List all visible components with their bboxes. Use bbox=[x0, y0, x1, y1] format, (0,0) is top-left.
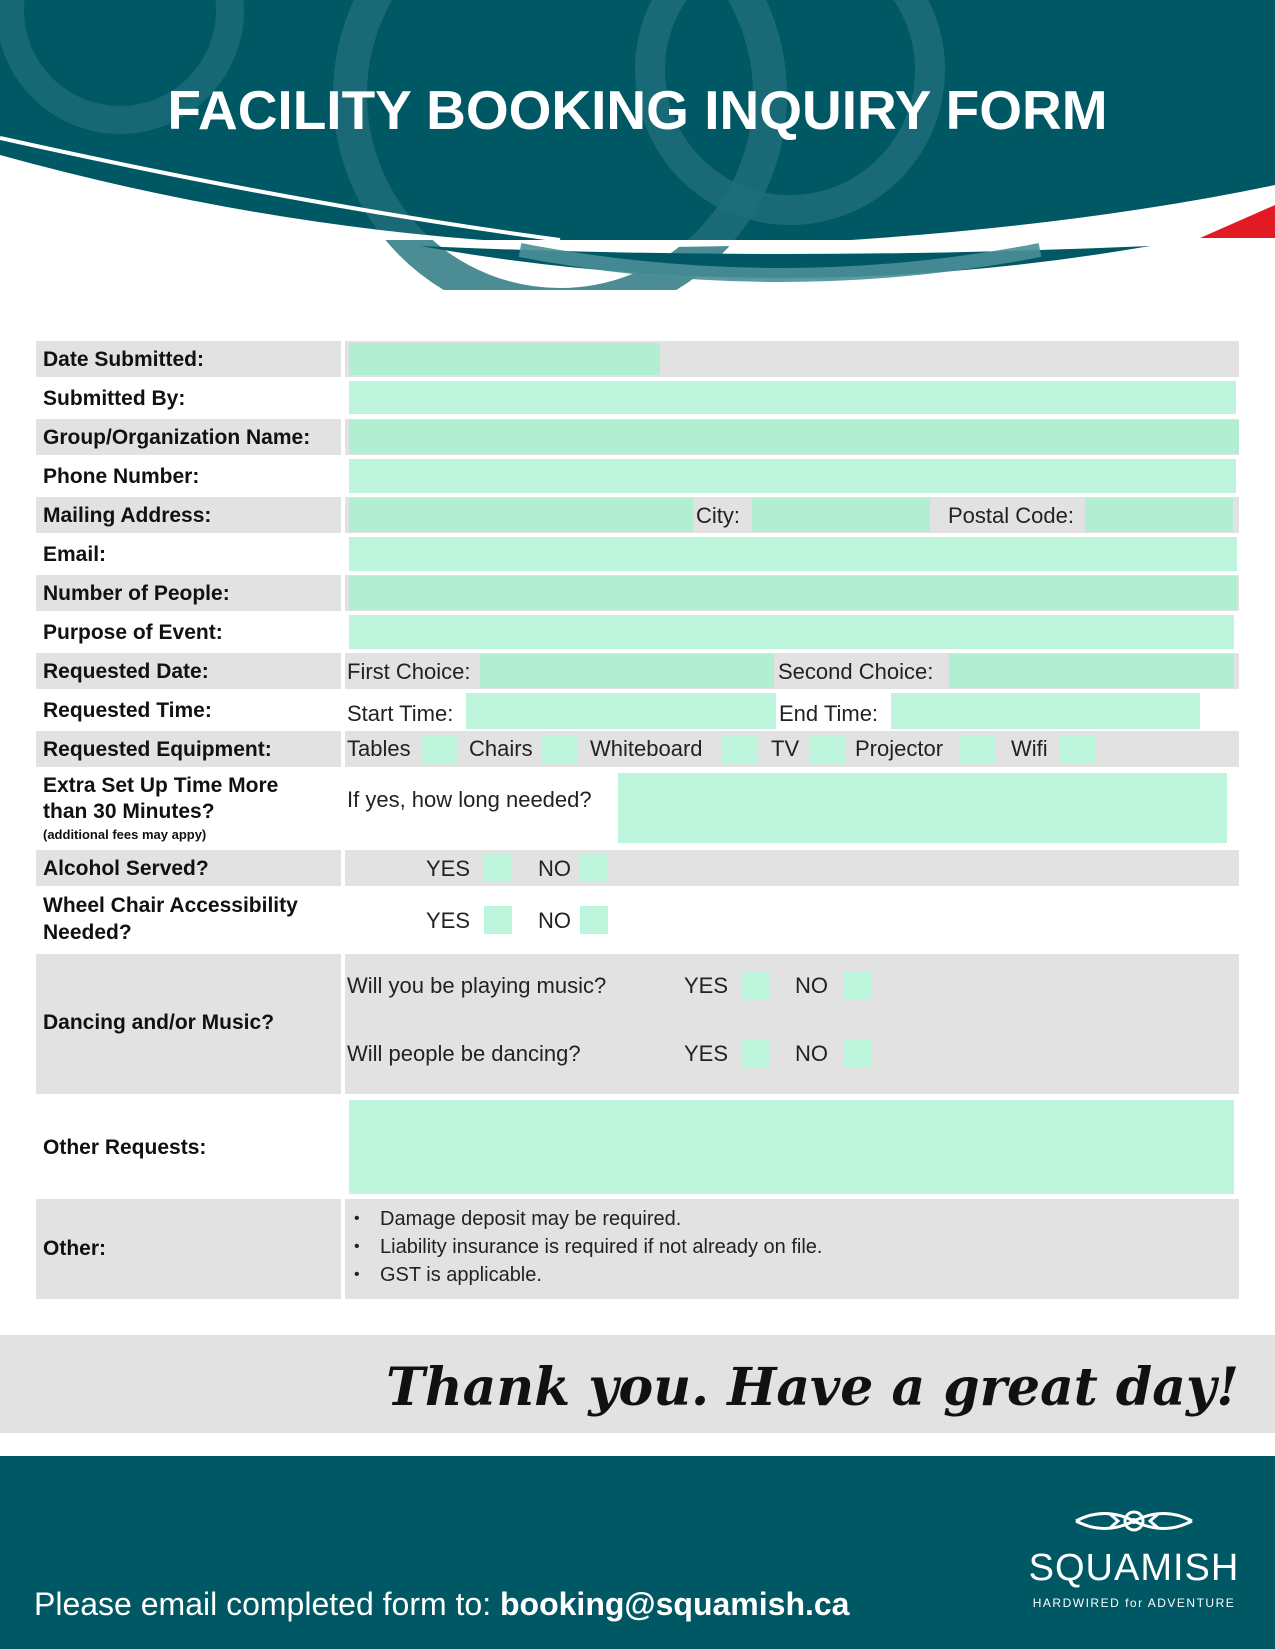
row-other-requests bbox=[36, 1098, 1239, 1196]
row-phone bbox=[36, 458, 1239, 494]
row-separator bbox=[341, 850, 345, 886]
row-submitted-by bbox=[36, 380, 1239, 416]
mailing-address-label: Mailing Address: bbox=[43, 504, 212, 527]
email-instruction bbox=[34, 1586, 849, 1623]
wheelchair-yes-checkbox[interactable] bbox=[484, 906, 512, 934]
note-item: • Liability insurance is required if not already on file. bbox=[346, 1233, 822, 1261]
row-alcohol bbox=[36, 850, 1239, 886]
row-requested-equipment bbox=[36, 731, 1239, 767]
dancing-question: Will people be dancing? bbox=[347, 1041, 581, 1066]
note-item: • Damage deposit may be required. bbox=[346, 1205, 822, 1233]
row-group-name bbox=[36, 419, 1239, 455]
wheelchair-yes-label: YES bbox=[426, 908, 471, 933]
row-purpose bbox=[36, 614, 1239, 650]
equipment-wifi-checkbox[interactable] bbox=[1060, 735, 1096, 763]
wheelchair-label-line1: Wheel Chair Accessibility bbox=[43, 894, 298, 917]
thank-you-message: Thank you. Have a great day! bbox=[386, 1357, 1239, 1418]
brand-name: SQUAMISH bbox=[1028, 1547, 1240, 1589]
notes-list bbox=[346, 1205, 822, 1289]
equipment-projector-label: Projector bbox=[855, 736, 944, 761]
row-wheelchair bbox=[36, 890, 1239, 950]
equipment-whiteboard-checkbox[interactable] bbox=[721, 735, 757, 763]
dancing-yes-checkbox[interactable] bbox=[742, 1040, 770, 1068]
submitted-by-field[interactable] bbox=[349, 381, 1236, 414]
email-prefix: Please email completed form to: bbox=[34, 1586, 492, 1622]
phone-label: Phone Number: bbox=[43, 465, 200, 488]
row-number-of-people bbox=[36, 575, 1239, 611]
requested-time-label: Requested Time: bbox=[43, 699, 212, 722]
requested-equipment-label: Requested Equipment: bbox=[43, 738, 272, 761]
alcohol-yes-label: YES bbox=[426, 856, 471, 881]
wheelchair-label-line2: Needed? bbox=[43, 921, 132, 944]
equipment-tv-checkbox[interactable] bbox=[809, 735, 845, 763]
row-separator bbox=[341, 954, 345, 1094]
row-separator bbox=[341, 497, 345, 533]
other-requests-field[interactable] bbox=[349, 1100, 1234, 1194]
equipment-tables-checkbox[interactable] bbox=[421, 735, 457, 763]
second-choice-label: Second Choice: bbox=[778, 659, 934, 684]
how-long-label: If yes, how long needed? bbox=[347, 787, 592, 812]
row-date-submitted bbox=[36, 341, 1239, 377]
wheelchair-no-checkbox[interactable] bbox=[580, 906, 608, 934]
purpose-field[interactable] bbox=[349, 615, 1234, 649]
wheelchair-no-label: NO bbox=[538, 908, 571, 933]
row-separator bbox=[341, 341, 345, 377]
how-long-field[interactable] bbox=[618, 773, 1227, 843]
equipment-projector-checkbox[interactable] bbox=[959, 735, 995, 763]
date-submitted-label: Date Submitted: bbox=[43, 348, 205, 371]
row-requested-time bbox=[36, 692, 1239, 730]
email-label: Email: bbox=[43, 543, 107, 566]
extra-setup-label-line2: than 30 Minutes? bbox=[43, 800, 215, 823]
start-time-label: Start Time: bbox=[347, 701, 454, 726]
extra-setup-note: (additional fees may appy) bbox=[43, 827, 207, 842]
banner-graphic bbox=[0, 0, 1275, 290]
row-separator bbox=[341, 419, 345, 455]
city-label: City: bbox=[696, 503, 740, 528]
requested-date-label: Requested Date: bbox=[43, 660, 209, 683]
equipment-chairs-label: Chairs bbox=[469, 736, 533, 761]
music-no-checkbox[interactable] bbox=[843, 972, 871, 1000]
purpose-label: Purpose of Event: bbox=[43, 621, 223, 644]
email-field[interactable] bbox=[349, 537, 1237, 571]
row-separator bbox=[341, 731, 345, 767]
group-name-field[interactable] bbox=[349, 420, 1239, 454]
dancing-yes-label: YES bbox=[684, 1041, 729, 1066]
other-requests-label: Other Requests: bbox=[43, 1136, 207, 1159]
thank-you-band bbox=[0, 1335, 1275, 1433]
dancing-no-label: NO bbox=[795, 1041, 828, 1066]
other-label: Other: bbox=[43, 1237, 106, 1260]
row-email bbox=[36, 536, 1239, 572]
second-choice-field[interactable] bbox=[949, 654, 1234, 688]
music-yes-checkbox[interactable] bbox=[742, 972, 770, 1000]
alcohol-no-checkbox[interactable] bbox=[580, 854, 608, 882]
alcohol-label: Alcohol Served? bbox=[43, 857, 209, 880]
postal-code-field[interactable] bbox=[1085, 498, 1233, 532]
alcohol-yes-checkbox[interactable] bbox=[484, 854, 512, 882]
squamish-logo bbox=[1019, 1504, 1249, 1610]
date-submitted-field[interactable] bbox=[349, 343, 660, 375]
header-banner bbox=[0, 0, 1275, 290]
row-separator bbox=[341, 575, 345, 611]
equipment-whiteboard-label: Whiteboard bbox=[590, 736, 703, 761]
submitted-by-label: Submitted By: bbox=[43, 387, 186, 410]
equipment-chairs-checkbox[interactable] bbox=[542, 735, 578, 763]
extra-setup-label-line1: Extra Set Up Time More bbox=[43, 774, 279, 797]
alcohol-no-label: NO bbox=[538, 856, 571, 881]
equipment-tv-label: TV bbox=[771, 736, 800, 761]
row-dancing-music bbox=[36, 954, 1239, 1094]
number-of-people-field[interactable] bbox=[349, 576, 1237, 610]
number-of-people-label: Number of People: bbox=[43, 582, 230, 605]
page-title: FACILITY BOOKING INQUIRY FORM bbox=[167, 79, 1108, 141]
first-choice-label: First Choice: bbox=[347, 659, 471, 684]
group-name-label: Group/Organization Name: bbox=[43, 426, 311, 449]
brand-tagline: HARDWIRED for ADVENTURE bbox=[1032, 1596, 1236, 1610]
equipment-wifi-label: Wifi bbox=[1011, 736, 1048, 761]
row-requested-date bbox=[36, 653, 1239, 689]
end-time-field[interactable] bbox=[891, 693, 1200, 729]
first-choice-field[interactable] bbox=[480, 654, 774, 688]
note-item: • GST is applicable. bbox=[346, 1261, 822, 1289]
footer bbox=[0, 1456, 1275, 1649]
city-field[interactable] bbox=[752, 498, 930, 532]
mailing-address-field[interactable] bbox=[349, 498, 693, 532]
booking-email-link[interactable]: booking@squamish.ca bbox=[499, 1586, 850, 1622]
music-question: Will you be playing music? bbox=[347, 973, 607, 998]
phone-field[interactable] bbox=[349, 459, 1236, 493]
row-extra-setup bbox=[36, 770, 1239, 846]
dancing-music-label: Dancing and/or Music? bbox=[43, 1011, 275, 1034]
music-yes-label: YES bbox=[684, 973, 729, 998]
music-no-label: NO bbox=[795, 973, 828, 998]
equipment-tables-label: Tables bbox=[347, 736, 411, 761]
end-time-label: End Time: bbox=[779, 701, 879, 726]
row-separator bbox=[341, 653, 345, 689]
dancing-no-checkbox[interactable] bbox=[843, 1040, 871, 1068]
row-other bbox=[36, 1199, 1239, 1299]
squamish-logo-icon bbox=[1074, 1504, 1194, 1538]
row-separator bbox=[341, 1199, 345, 1299]
start-time-field[interactable] bbox=[466, 693, 776, 729]
postal-code-label: Postal Code: bbox=[948, 503, 1074, 528]
row-mailing-address bbox=[36, 497, 1239, 533]
